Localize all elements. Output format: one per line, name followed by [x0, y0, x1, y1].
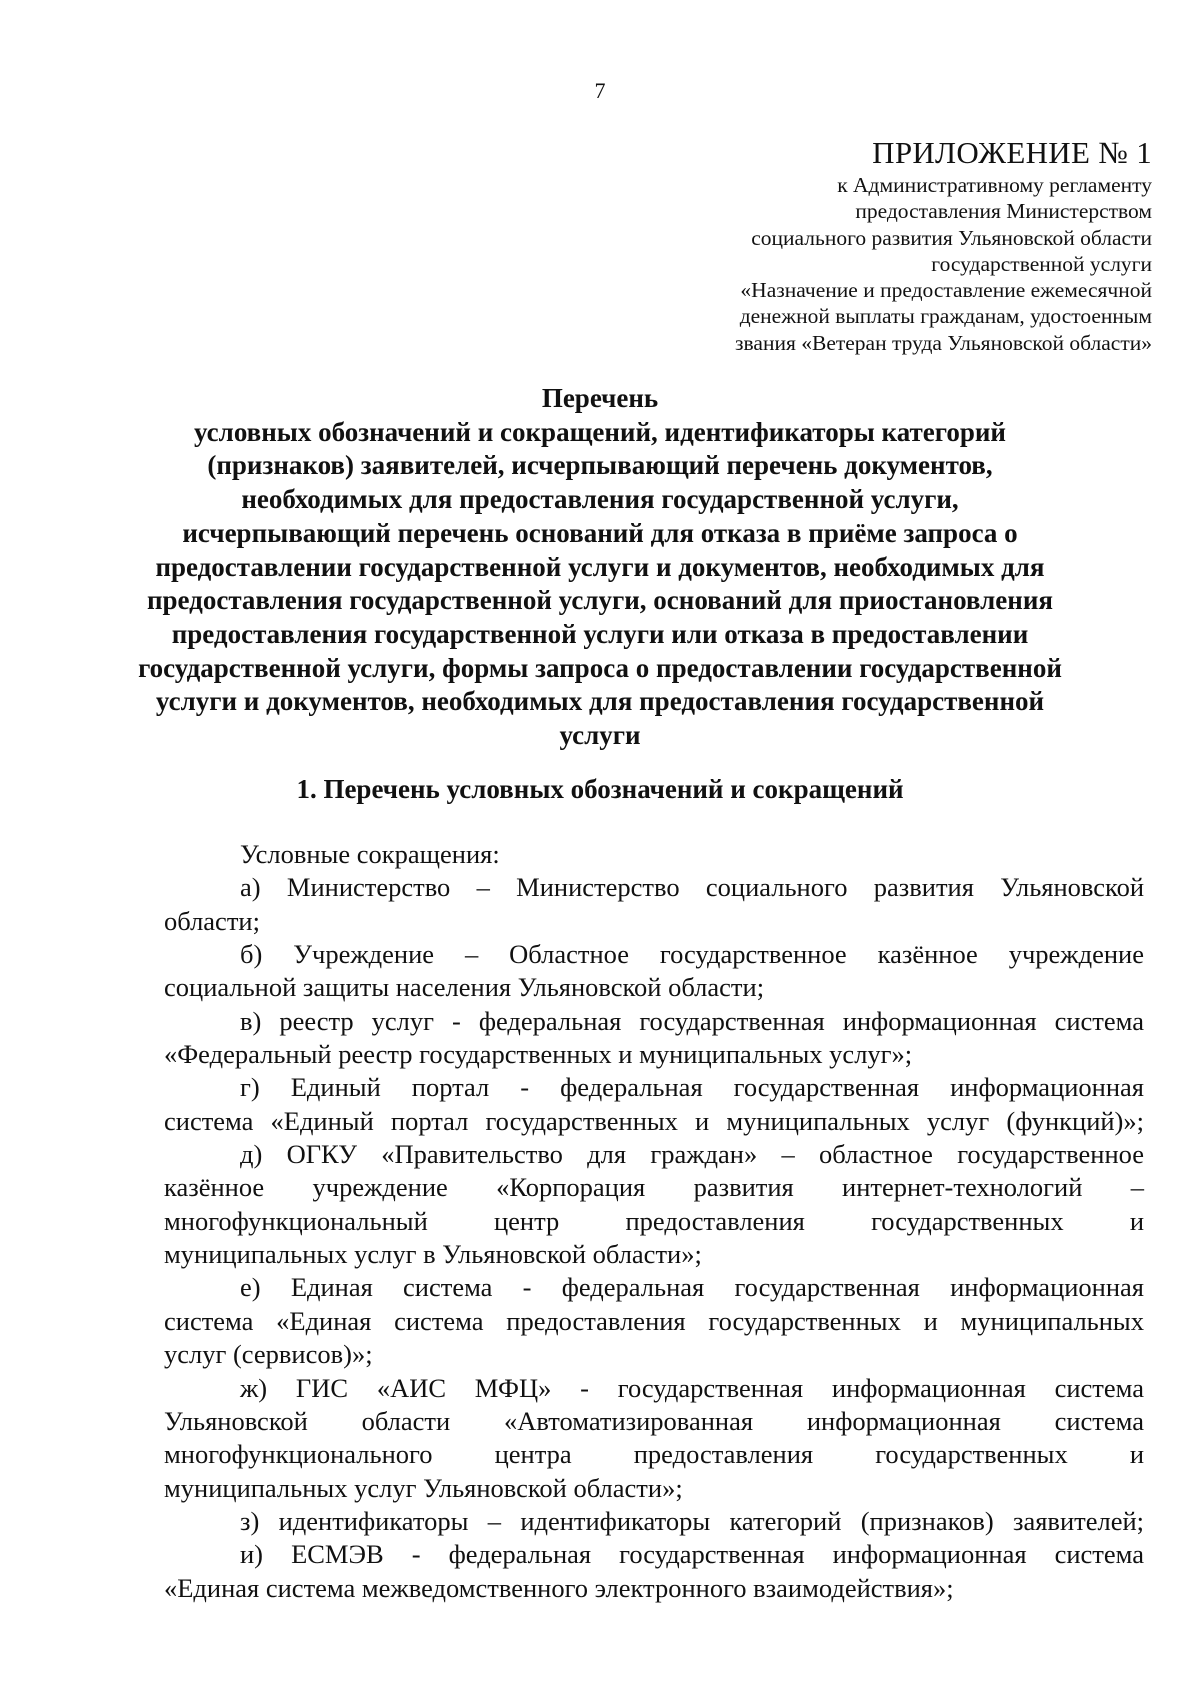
body-line: «Единая система межведомственного электронного взаимодействия»; — [164, 1572, 954, 1603]
body-line: е) Единая система - федеральная государственная информационная — [240, 1272, 1144, 1303]
appendix-line: предоставления Министерством — [855, 199, 1152, 224]
title-line: услуги и документов, необходимых для предоставления государственной — [155, 686, 1045, 717]
title-line: (признаков) заявителей, исчерпывающий перечень документов, — [207, 450, 993, 481]
body-line: и) ЕСМЭВ - федеральная государственная информационная система — [240, 1539, 1144, 1570]
appendix-line: «Назначение и предоставление ежемесячной — [740, 278, 1152, 303]
abbreviations-list — [164, 838, 1144, 1605]
title-line: предоставлении государственной услуги и документов, необходимых для — [155, 551, 1045, 582]
body-line: области; — [164, 905, 260, 936]
body-line: многофункциональный центр предоставления государственных и — [164, 1205, 1144, 1236]
body-line: муниципальных услуг в Ульяновской области»; — [164, 1239, 702, 1270]
appendix-line: звания «Ветеран труда Ульяновской области» — [735, 330, 1152, 355]
body-line: з) идентификаторы – идентификаторы категорий (признаков) заявителей; — [240, 1505, 1144, 1536]
body-line: в) реестр услуг - федеральная государственная информационная система — [240, 1005, 1144, 1036]
body-line: система «Единый портал государственных и муниципальных услуг (функций)»; — [164, 1105, 1144, 1136]
appendix-title: ПРИЛОЖЕНИЕ № 1 — [872, 135, 1152, 170]
body-line: г) Единый портал - федеральная государственная информационная — [240, 1072, 1144, 1103]
appendix-line: социального развития Ульяновской области — [751, 225, 1152, 250]
body-line: социальной защиты населения Ульяновской области; — [164, 972, 765, 1003]
body-line: Ульяновской области «Автоматизированная информационная система — [164, 1405, 1144, 1436]
body-line: б) Учреждение – Областное государственное казённое учреждение — [240, 939, 1144, 970]
page-number: 7 — [594, 78, 606, 103]
title-line: государственной услуги, формы запроса о предоставлении государственной — [138, 652, 1062, 683]
title-line: услуги — [559, 720, 641, 751]
document-title — [100, 382, 1100, 753]
body-line: а) Министерство – Министерство социального развития Ульяновской — [240, 872, 1144, 903]
title-line: предоставления государственной услуги или отказа в предоставлении — [171, 618, 1029, 649]
body-line: система «Единая система предоставления государственных и муниципальных — [164, 1305, 1144, 1336]
body-line: «Федеральный реестр государственных и муниципальных услуг»; — [164, 1039, 913, 1070]
body-line: д) ОГКУ «Правительство для граждан» – областное государственное — [240, 1139, 1144, 1170]
body-line: казённое учреждение «Корпорация развития интернет-технологий – — [164, 1172, 1144, 1203]
title-line: необходимых для предоставления государственной услуги, — [241, 484, 959, 515]
title-line: исчерпывающий перечень оснований для отказа в приёме запроса о — [182, 517, 1018, 548]
appendix-line: государственной услуги — [931, 251, 1152, 276]
appendix-line: денежной выплаты гражданам, удостоенным — [739, 304, 1152, 329]
title-line: условных обозначений и сокращений, идентификаторы категорий — [194, 416, 1006, 447]
appendix-line: к Административному регламенту — [837, 173, 1152, 197]
title-line: предоставления государственной услуги, оснований для приостановления — [146, 585, 1053, 616]
body-line: Условные сокращения: — [240, 839, 500, 869]
appendix-header — [592, 134, 1152, 356]
body-line: услуг (сервисов)»; — [164, 1339, 373, 1370]
body-line: ж) ГИС «АИС МФЦ» - государственная информационная система — [240, 1372, 1144, 1403]
body-line: муниципальных услуг Ульяновской области»; — [164, 1472, 683, 1503]
title-line: Перечень — [541, 383, 659, 413]
body-line: многофункционального центра предоставления государственных и — [164, 1439, 1144, 1470]
section-heading: 1. Перечень условных обозначений и сокращений — [296, 774, 904, 804]
